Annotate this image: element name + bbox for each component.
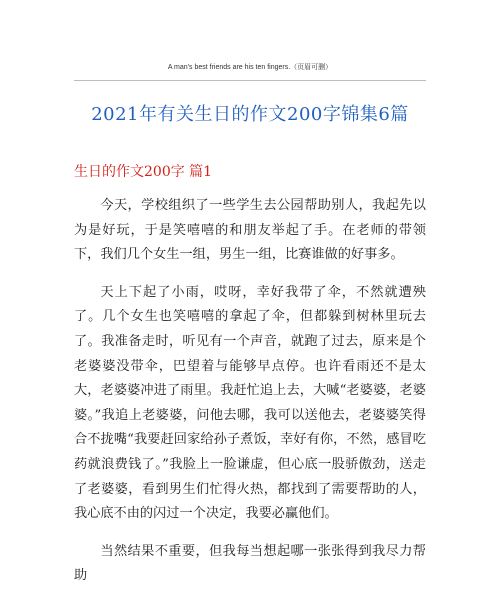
paragraph-3: 当然结果不重要，但我每当想起哪一张张得到我尽力帮助 — [74, 543, 426, 584]
paragraph-2: 天上下起了小雨，哎呀，幸好我带了伞，不然就遭殃了。几个女生也笑嘻嘻的拿起了伞，但都躲到树林里玩去了。我准备走时，听见有一个声音，就跑了过去，原来是个老婆婆没带伞，巴望着与能够早点停。也许看雨还不是太大，老婆婆冲进了雨里。我赶忙追上去，大喊“老婆婆，老婆婆。”我追上老婆婆，问他去哪，我可以送他去，老婆婆笑得合不拢嘴“我要赶回家给孙子煮饭，幸好有你，不然，感冒吃药就浪费钱了。”我脸上一脸谦虚，但心底一股骄傲劲，送走了老婆婆，看到男生们忙得火热，都找到了需要帮助的人，我心底不由的闪过一个决定，我要必赢他们。 — [74, 284, 426, 522]
section-heading: 生日的作文200字 篇1 — [74, 164, 213, 180]
document-title: 2021年有关生日的作文200字锦集6篇 — [91, 104, 409, 125]
paragraph-1: 今天，学校组织了一些学生去公园帮助别人，我起先以为是好玩，于是笑嘻嘻的和朋友举起了手。在老师的带领下，我们几个女生一组，男生一组，比赛谁做的好事多。 — [74, 198, 426, 263]
page-header-note: A man's best friends are his ten fingers.（页眉可删） — [167, 64, 333, 71]
essay-body — [74, 194, 426, 602]
header-divider — [74, 80, 426, 81]
